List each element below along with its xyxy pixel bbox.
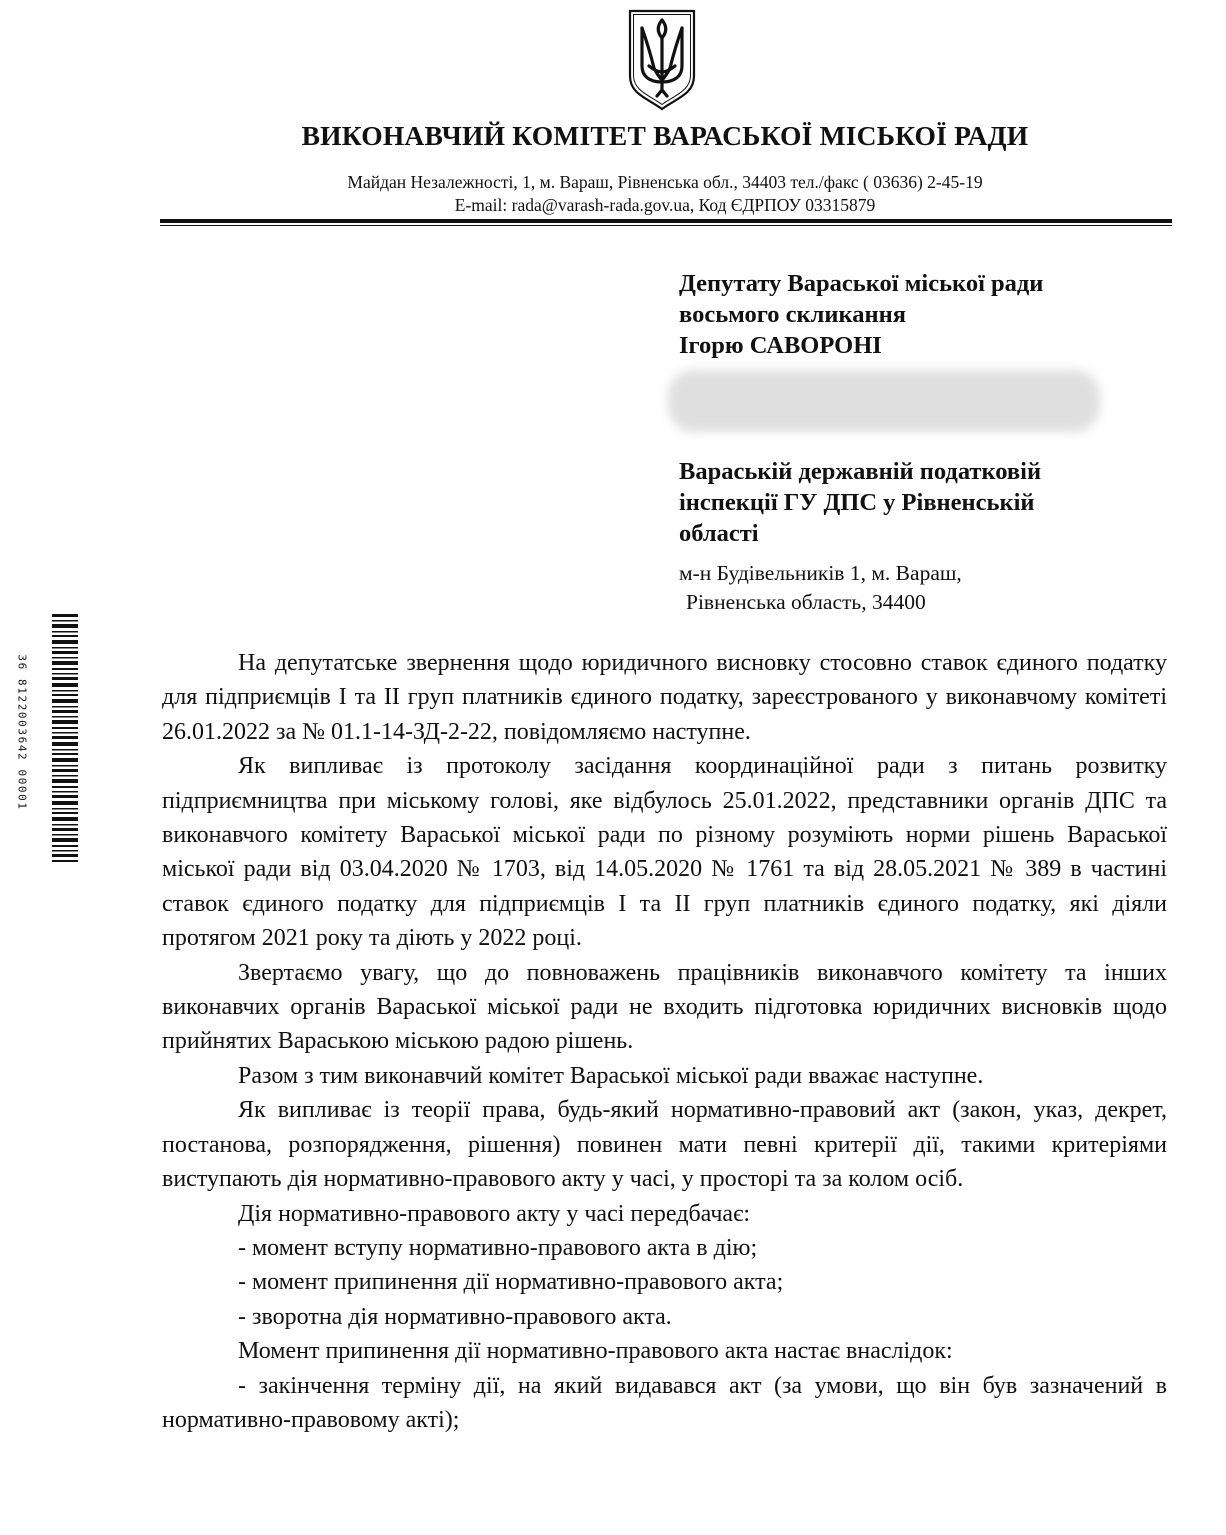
addressee-tax-address-line1: м-н Будівельників 1, м. Вараш, xyxy=(679,561,962,585)
addressee-tax-inspection xyxy=(679,456,1149,549)
list-item-1: - момент вступу нормативно-правового акта в дію; xyxy=(238,1234,758,1261)
body-paragraph-6: Дія нормативно-правового акту у часі передбачає: xyxy=(238,1200,751,1227)
body-paragraph-1: На депутатське звернення щодо юридичного висновку стосовно ставок єдиного податку для підприємців І та ІІ груп платників єдиного податку, зареєстрованого у виконавчому комітеті 26.01.2022 за № 01.1-14-ЗД-2-22, повідомляємо наступне. xyxy=(162,650,1167,745)
list-item-3: - зворотна дія нормативно-правового акта. xyxy=(238,1303,672,1330)
addressee-tax-line3: області xyxy=(679,520,759,547)
addressee-deputy-name: Ігорю САВОРОНІ xyxy=(679,332,882,359)
addressee-deputy xyxy=(679,268,1149,361)
barcode-number: 36 8122003642 00001 xyxy=(15,654,29,811)
body-paragraph-2: Як випливає із протоколу засідання координаційної ради з питань розвитку підприємництва при міському голові, яке відбулось 25.01.2022, представники органів ДПС та виконавчого комітету Вараської міської ради по різному розуміють норми рішень Вараської міської ради від 03.04.2020 № 1703, від 14.05.2020 № 1761 та від 28.05.2021 № 389 в частині ставок єдиного податку для підприємців І та ІІ груп платників єдиного податку, які діяли протягом 2021 року та діють у 2022 році. xyxy=(162,753,1167,952)
header-divider-thin xyxy=(160,225,1172,226)
addressee-tax-line1: Вараській державній податковій xyxy=(679,458,1042,485)
body-paragraph-4: Разом з тим виконавчий комітет Вараської міської ради вважає наступне. xyxy=(238,1062,984,1089)
ukraine-trident-emblem-icon xyxy=(627,8,697,112)
organization-address: Майдан Незалежності, 1, м. Вараш, Рівненська обл., 34403 тел./факс ( 03636) 2-45-19 xyxy=(347,172,983,192)
letter-body xyxy=(162,646,1167,1437)
list-item-2: - момент припинення дії нормативно-правового акта; xyxy=(238,1269,784,1296)
addressee-deputy-line2: восьмого скликання xyxy=(679,301,906,328)
organization-title: ВИКОНАВЧИЙ КОМІТЕТ ВАРАСЬКОЇ МІСЬКОЇ РАДИ xyxy=(301,120,1029,151)
addressee-tax-line2: інспекції ГУ ДПС у Рівненській xyxy=(679,489,1035,516)
addressee-deputy-line1: Депутату Вараської міської ради xyxy=(679,270,1044,297)
redacted-address-blur xyxy=(668,370,1100,432)
body-paragraph-3: Звертаємо увагу, що до повноважень працівників виконавчого комітету та інших виконавчих органів Вараської міської ради не входить підготовка юридичних висновків щодо прийнятих Вараською міською радою рішень. xyxy=(162,959,1167,1055)
header-divider-thick xyxy=(160,219,1172,223)
body-paragraph-7: Момент припинення дії нормативно-правового акта настає внаслідок: xyxy=(238,1338,953,1365)
organization-contacts: E-mail: rada@varash-rada.gov.ua, Код ЄДРПОУ 03315879 xyxy=(454,195,876,215)
body-paragraph-5: Як випливає із теорії права, будь-який нормативно-правовий акт (закон, указ, декрет, постанова, розпорядження, рішення) повинен мати певні критерії дії, такими критеріями виступають дія нормативно-правового акту у часі, у просторі та за колом осіб. xyxy=(162,1097,1167,1193)
list-item-4: - закінчення терміну дії, на який видавався акт (за умови, що він був зазначений в нормативно-правовому акті); xyxy=(162,1372,1167,1433)
addressee-tax-address-line2: Рівненська область, 34400 xyxy=(686,590,926,614)
